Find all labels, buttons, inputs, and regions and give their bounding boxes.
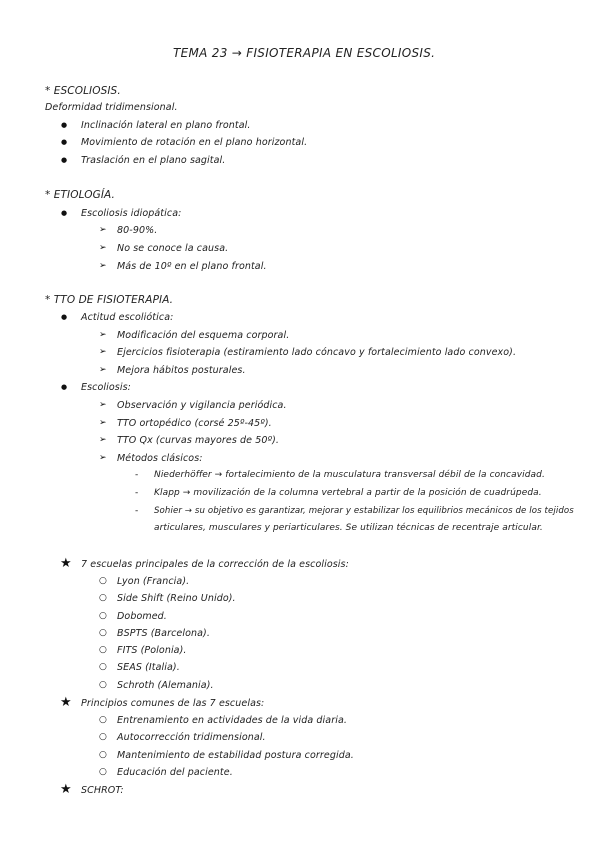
circle-bullet-icon: ○ (99, 645, 107, 655)
dash-bullet-icon: - (135, 488, 139, 498)
star-bullet-icon: ★ (60, 556, 72, 571)
school-item: Side Shift (Reino Unido). (117, 593, 236, 604)
circle-bullet-icon: ○ (99, 732, 107, 742)
sub-list-item: Métodos clásicos: (117, 453, 203, 464)
bullet-dot-icon: ● (61, 313, 68, 321)
sub-list-item: Modificación del esquema corporal. (117, 330, 290, 341)
circle-bullet-icon: ○ (99, 628, 107, 638)
arrow-bullet-icon: ➢ (99, 418, 107, 428)
method-item: Niederhöffer → fortalecimiento de la musculatura transversal débil de la concavidad. (154, 470, 545, 480)
method-item-continuation: articulares, musculares y periarticulares. Se utilizan técnicas de recentraje articular. (154, 523, 543, 533)
arrow-bullet-icon: ➢ (99, 365, 107, 375)
sub-list-item: Ejercicios fisioterapia (estiramiento lado cóncavo y fortalecimiento lado convexo). (117, 347, 517, 358)
school-item: Schroth (Alemania). (117, 680, 214, 691)
list-item: Inclinación lateral en plano frontal. (81, 120, 251, 131)
sub-list-item: Mejora hábitos posturales. (117, 365, 246, 376)
sub-list-item: Observación y vigilancia periódica. (117, 400, 287, 411)
arrow-bullet-icon: ➢ (99, 435, 107, 445)
arrow-bullet-icon: ➢ (99, 225, 107, 235)
star-item: 7 escuelas principales de la corrección de la escoliosis: (81, 559, 349, 570)
arrow-bullet-icon: ➢ (99, 400, 107, 410)
sub-list-item: No se conoce la causa. (117, 243, 229, 254)
arrow-bullet-icon: ➢ (99, 453, 107, 463)
list-item: Traslación en el plano sagital. (81, 155, 226, 166)
circle-bullet-icon: ○ (99, 680, 107, 690)
sub-list-item: Más de 10º en el plano frontal. (117, 261, 267, 272)
principle-item: Mantenimiento de estabilidad postura corregida. (117, 750, 354, 761)
school-item: Lyon (Francia). (117, 576, 190, 587)
section-heading-tto: * TTO DE FISIOTERAPIA. (45, 294, 174, 306)
sub-list-item: TTO Qx (curvas mayores de 50º). (117, 435, 280, 446)
principle-item: Educación del paciente. (117, 767, 233, 778)
section-heading-etiologia: * ETIOLOGÍA. (45, 189, 115, 201)
arrow-bullet-icon: ➢ (99, 330, 107, 340)
method-item: Sohier → su objetivo es garantizar, mejorar y estabilizar los equilibrios mecánicos de los tejidos (154, 506, 574, 516)
circle-bullet-icon: ○ (99, 576, 107, 586)
sub-list-item: 80-90%. (117, 225, 158, 236)
arrow-bullet-icon: ➢ (99, 243, 107, 253)
star-item: Principios comunes de las 7 escuelas: (81, 698, 265, 709)
method-item: Klapp → movilización de la columna vertebral a partir de la posición de cuadrúpeda. (154, 488, 542, 498)
circle-bullet-icon: ○ (99, 611, 107, 621)
dash-bullet-icon: - (135, 470, 139, 480)
school-item: FITS (Polonia). (117, 645, 187, 656)
bullet-dot-icon: ● (61, 383, 68, 391)
bullet-dot-icon: ● (61, 138, 68, 146)
school-item: BSPTS (Barcelona). (117, 628, 210, 639)
principle-item: Entrenamiento en actividades de la vida diaria. (117, 715, 347, 726)
list-item: Actitud escolióticа: (81, 312, 174, 323)
dash-bullet-icon: - (135, 506, 139, 516)
list-item: Movimiento de rotación en el plano horizontal. (81, 137, 308, 148)
arrow-bullet-icon: ➢ (99, 347, 107, 357)
school-item: SEAS (Italia). (117, 662, 180, 673)
school-item: Dobomed. (117, 611, 167, 622)
bullet-dot-icon: ● (61, 209, 68, 217)
circle-bullet-icon: ○ (99, 750, 107, 760)
circle-bullet-icon: ○ (99, 662, 107, 672)
bullet-dot-icon: ● (61, 156, 68, 164)
section-heading-escoliosis: * ESCOLIOSIS. (45, 85, 121, 97)
bullet-dot-icon: ● (61, 121, 68, 129)
circle-bullet-icon: ○ (99, 715, 107, 725)
principle-item: Autocorrección tridimensional. (117, 732, 266, 743)
list-item: Escoliosis: (81, 382, 131, 393)
arrow-bullet-icon: ➢ (99, 261, 107, 271)
circle-bullet-icon: ○ (99, 767, 107, 777)
definition-text: Deformidad tridimensional. (45, 102, 178, 113)
list-item: Escoliosis idiopática: (81, 208, 182, 219)
star-bullet-icon: ★ (60, 695, 72, 710)
star-bullet-icon: ★ (60, 782, 72, 797)
sub-list-item: TTO ortopédico (corsé 25º-45º). (117, 418, 272, 429)
circle-bullet-icon: ○ (99, 593, 107, 603)
page-title: TEMA 23 → FISIOTERAPIA EN ESCOLIOSIS. (173, 46, 436, 60)
star-item: SCHROT: (81, 785, 124, 796)
